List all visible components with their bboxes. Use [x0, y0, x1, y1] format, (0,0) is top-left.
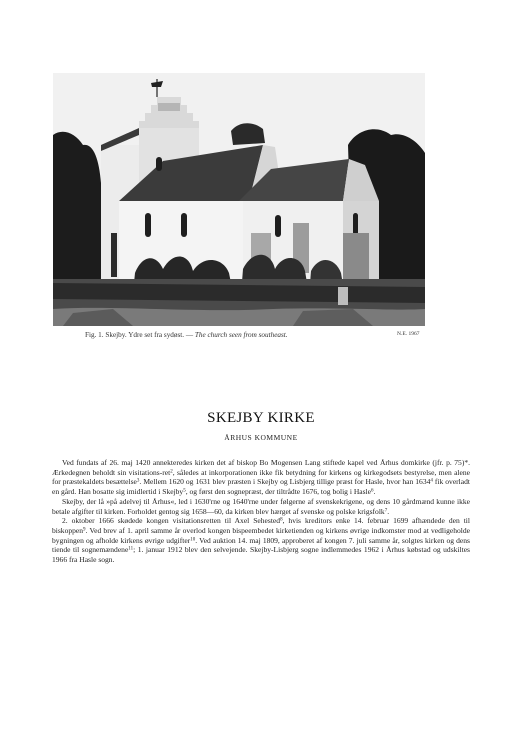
text-run: . Mellem 1620 og 1631 blev præsten i Skejby og Lisbjerg tillige præst for Hasle, hvor han 1634 — [139, 477, 431, 487]
caption-danish: Fig. 1. Skejby. Ydre set fra sydøst. — — [85, 331, 194, 339]
footnote-ref: 4 — [430, 478, 433, 484]
body-text — [52, 458, 470, 565]
photo-credit: N.E. 1967 — [397, 331, 420, 337]
footnote-ref: 7 — [384, 508, 388, 514]
text-run: ; 1. januar 1912 blev den selvejende. Skejby-Lisbjerg sogne indlemmedes 1962 i Århus købstad og udskiltes 1966 fra Hasle sogn. — [52, 545, 470, 565]
text-run: . Ved auktion 14. maj 1809, approberet af kongen 7. juli samme år, solgtes kirken og dens tiende til sognemændene — [52, 535, 470, 555]
footnote-ref: 9 — [83, 527, 86, 533]
footnote-ref: 6 — [371, 488, 374, 494]
page-title: SKEJBY KIRKE — [207, 410, 315, 426]
footnote-ref: 10 — [190, 537, 196, 543]
text-run: , hvis kreditors enke 14. februar 1699 afhændede den til biskoppen — [52, 516, 470, 535]
body-paragraph — [52, 497, 470, 516]
text-run: . Ved brev af 1. april samme år overlod kongen bispeembedet kirketienden og kirkens øvrige indkomster mod at vedligeholde bygningen og afholde kirkens øvrige udgifter — [52, 525, 470, 545]
text-run: Skejby, der lå »på adelvej til Århus«, led i 1630'rne og 1640'rne under følgerne af svenskekrigene, og dens 10 gårdmænd kunne ikke betale afgifter til kirken. Forholdet gentog sig 1658—60, da kirken blev hærget af svenske og polske krigsfolk — [52, 496, 470, 516]
footnote-ref: 11 — [128, 546, 134, 552]
body-paragraph — [52, 516, 470, 565]
text-run: , således at inkorporationen ikke fik betydning for kirkens og kirkegodsets bestyrelse, men alene for præstekaldets besættelse — [52, 467, 470, 487]
text-run: . — [387, 506, 390, 516]
text-run: 2. oktober 1666 skødede kongen visitationsretten til Axel Sehested — [62, 516, 281, 526]
body-paragraph — [52, 458, 470, 497]
footnote-ref: 2 — [170, 469, 173, 475]
church-photograph — [53, 73, 425, 326]
figure-caption — [85, 331, 288, 339]
footnote-ref: 5 — [183, 488, 186, 494]
text-run: fik overladt en gård. Han bosatte sig imidlertid i Skejby — [52, 477, 470, 497]
church-illustration — [53, 73, 425, 326]
footnote-ref: 8 — [280, 517, 283, 523]
footnote-ref: 3 — [136, 478, 140, 484]
page-subtitle: ÅRHUS KOMMUNE — [224, 433, 298, 442]
text-run: . — [373, 487, 376, 497]
text-run: Ved fundats af 26. maj 1420 annekteredes kirken det af biskop Bo Mogensen Lang stiftede kapel ved Århus domkirke (jfr. p. 75)*. Ærkedegnen beholdt sin visitations-ret — [52, 458, 470, 477]
caption-english: The church seen from southeast. — [194, 331, 288, 339]
text-run: , og først den sognepræst, der tiltrådte 1676, tog bolig i Hasle — [185, 487, 372, 497]
